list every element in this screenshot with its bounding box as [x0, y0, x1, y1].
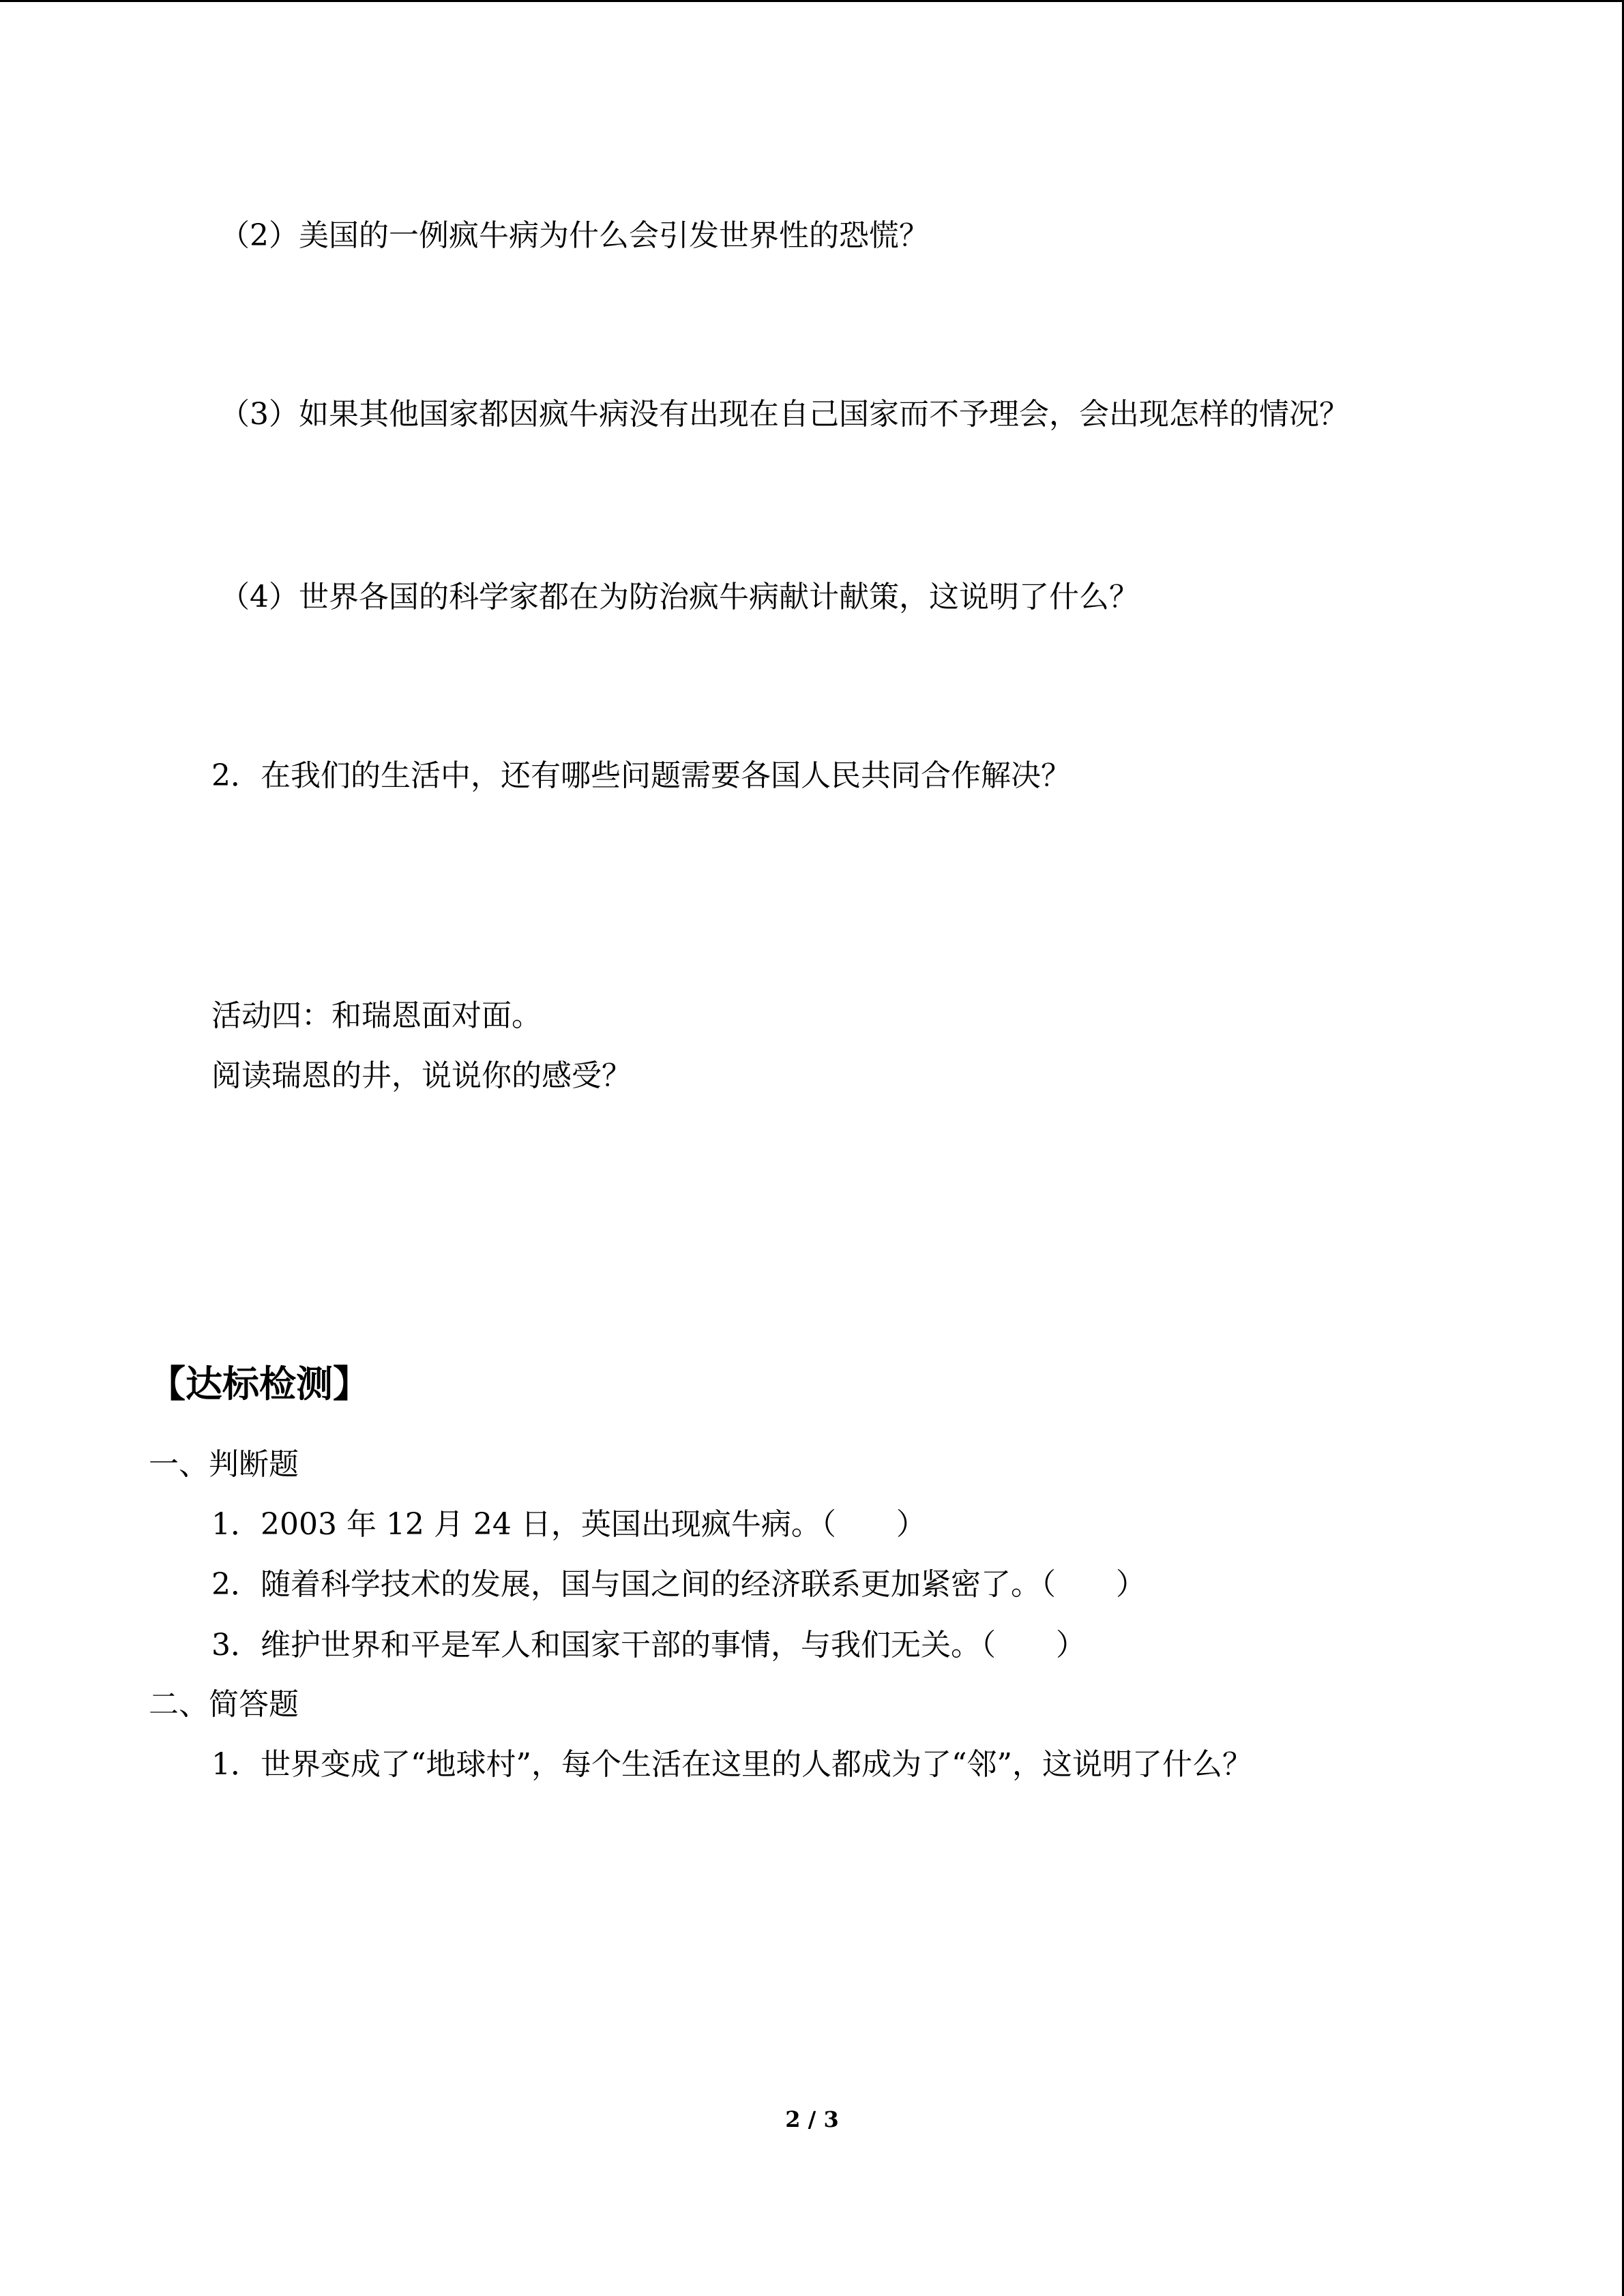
- judgment-item-2: 2．随着科学技术的发展，国与国之间的经济联系更加紧密了。（ ）: [211, 1567, 1146, 1602]
- judgment-item-1: 1．2003 年 12 月 24 日，英国出现疯牛病。（ ）: [211, 1507, 926, 1542]
- short-answer-section-title: 二、简答题: [149, 1687, 299, 1722]
- discussion-item-2: 2．在我们的生活中，还有哪些问题需要各国人民共同合作解决？: [211, 758, 1071, 793]
- short-answer-item-1: 1．世界变成了“地球村”，每个生活在这里的人都成为了“邻”，这说明了什么？: [211, 1747, 1252, 1782]
- judgment-item-3: 3．维护世界和平是军人和国家干部的事情，与我们无关。（ ）: [211, 1628, 1086, 1663]
- question-2: （2）美国的一例疯牛病为什么会引发世界性的恐慌？: [220, 218, 929, 253]
- question-4: （4）世界各国的科学家都在为防治疯牛病献计献策，这说明了什么？: [220, 580, 1139, 614]
- activity-four-title: 活动四：和瑞恩面对面。: [211, 998, 542, 1033]
- question-3: （3）如果其他国家都因疯牛病没有出现在自己国家而不予理会，会出现怎样的情况？: [220, 397, 1349, 432]
- assessment-heading: 【达标检测】: [149, 1362, 370, 1405]
- judgment-section-title: 一、判断题: [149, 1447, 299, 1482]
- activity-four-prompt: 阅读瑞恩的井，说说你的感受？: [211, 1058, 632, 1093]
- page-number: 2 / 3: [785, 2106, 839, 2132]
